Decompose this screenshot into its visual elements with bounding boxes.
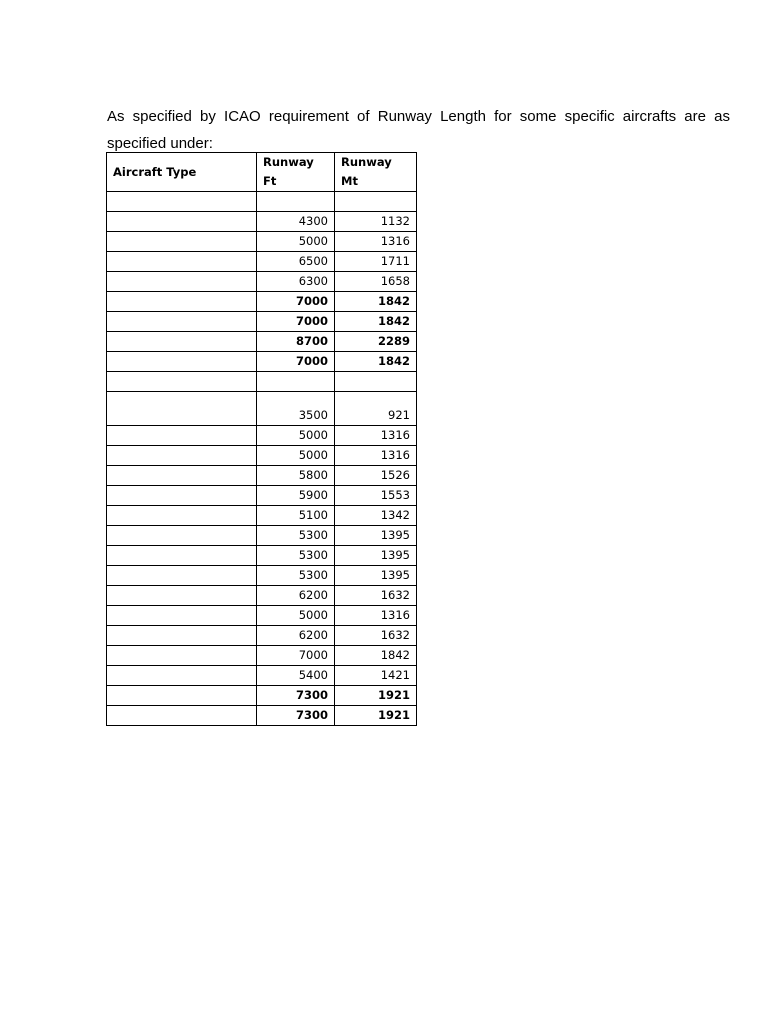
table-row	[107, 252, 417, 272]
table-row	[107, 212, 417, 232]
header-runway-ft: Runway Ft	[257, 153, 335, 192]
table-row	[107, 486, 417, 506]
aircraft-type-cell	[107, 466, 257, 486]
table-row	[107, 352, 417, 372]
runway-mt-cell: 1342	[335, 506, 417, 526]
table-row	[107, 372, 417, 392]
table-row	[107, 526, 417, 546]
aircraft-type-cell	[107, 546, 257, 566]
table-row	[107, 706, 417, 726]
header-aircraft-type: Aircraft Type	[107, 153, 257, 192]
runway-ft-cell: 7000	[257, 292, 335, 312]
runway-mt-cell: 1711	[335, 252, 417, 272]
table-row	[107, 626, 417, 646]
table-row	[107, 586, 417, 606]
runway-mt-cell: 1316	[335, 426, 417, 446]
table-row	[107, 506, 417, 526]
aircraft-type-cell	[107, 352, 257, 372]
aircraft-type-cell	[107, 486, 257, 506]
aircraft-type-cell	[107, 526, 257, 546]
aircraft-type-cell	[107, 666, 257, 686]
aircraft-type-cell	[107, 706, 257, 726]
table-row	[107, 666, 417, 686]
table-header-row	[107, 153, 417, 192]
runway-ft-cell: 5000	[257, 446, 335, 466]
runway-mt-cell: 1395	[335, 526, 417, 546]
runway-ft-cell	[257, 372, 335, 392]
runway-ft-cell: 5900	[257, 486, 335, 506]
aircraft-type-cell	[107, 646, 257, 666]
runway-mt-cell: 1842	[335, 312, 417, 332]
table-row	[107, 606, 417, 626]
runway-ft-cell: 5000	[257, 232, 335, 252]
runway-ft-cell: 5300	[257, 526, 335, 546]
intro-paragraph: As specified by ICAO requirement of Runway Length for some specific aircrafts are as specified under:	[107, 108, 730, 152]
runway-ft-cell: 7000	[257, 312, 335, 332]
aircraft-type-cell	[107, 586, 257, 606]
aircraft-type-cell	[107, 212, 257, 232]
runway-mt-cell: 1842	[335, 352, 417, 372]
table-row	[107, 446, 417, 466]
aircraft-type-cell	[107, 292, 257, 312]
runway-ft-cell: 6200	[257, 626, 335, 646]
runway-ft-cell: 6200	[257, 586, 335, 606]
runway-ft-cell: 5000	[257, 426, 335, 446]
aircraft-type-cell	[107, 606, 257, 626]
runway-ft-cell: 5400	[257, 666, 335, 686]
runway-ft-cell: 5800	[257, 466, 335, 486]
aircraft-type-cell	[107, 446, 257, 466]
aircraft-type-cell	[107, 686, 257, 706]
runway-ft-cell: 5300	[257, 566, 335, 586]
aircraft-type-cell	[107, 392, 257, 426]
header-runway-mt: Runway Mt	[335, 153, 417, 192]
table-row	[107, 566, 417, 586]
runway-mt-cell: 1395	[335, 566, 417, 586]
runway-ft-cell: 6300	[257, 272, 335, 292]
runway-mt-cell: 1132	[335, 212, 417, 232]
table-row	[107, 466, 417, 486]
runway-ft-cell: 5000	[257, 606, 335, 626]
table-row	[107, 392, 417, 426]
runway-mt-cell: 1658	[335, 272, 417, 292]
runway-ft-cell: 7300	[257, 706, 335, 726]
runway-ft-cell	[257, 192, 335, 212]
runway-ft-cell: 5100	[257, 506, 335, 526]
runway-mt-cell: 1632	[335, 626, 417, 646]
aircraft-type-cell	[107, 372, 257, 392]
runway-mt-cell: 1842	[335, 646, 417, 666]
aircraft-type-cell	[107, 252, 257, 272]
runway-mt-cell	[335, 192, 417, 212]
runway-mt-cell: 1316	[335, 446, 417, 466]
runway-ft-cell: 6500	[257, 252, 335, 272]
runway-mt-cell: 1395	[335, 546, 417, 566]
runway-ft-cell: 4300	[257, 212, 335, 232]
runway-mt-cell: 1553	[335, 486, 417, 506]
table-row	[107, 312, 417, 332]
aircraft-type-cell	[107, 312, 257, 332]
table-row	[107, 332, 417, 352]
table-row	[107, 192, 417, 212]
table-body	[107, 192, 417, 726]
runway-mt-cell: 1526	[335, 466, 417, 486]
table-row	[107, 546, 417, 566]
runway-ft-cell: 7300	[257, 686, 335, 706]
runway-mt-cell: 1421	[335, 666, 417, 686]
runway-mt-cell: 921	[335, 392, 417, 426]
runway-mt-cell: 2289	[335, 332, 417, 352]
runway-mt-cell: 1316	[335, 232, 417, 252]
runway-ft-cell: 8700	[257, 332, 335, 352]
aircraft-type-cell	[107, 332, 257, 352]
table-row	[107, 292, 417, 312]
runway-mt-cell: 1921	[335, 706, 417, 726]
table-row	[107, 686, 417, 706]
aircraft-type-cell	[107, 626, 257, 646]
aircraft-type-cell	[107, 426, 257, 446]
table-row	[107, 646, 417, 666]
runway-mt-cell: 1632	[335, 586, 417, 606]
runway-ft-cell: 5300	[257, 546, 335, 566]
runway-mt-cell: 1842	[335, 292, 417, 312]
runway-ft-cell: 7000	[257, 352, 335, 372]
aircraft-type-cell	[107, 272, 257, 292]
runway-ft-cell: 3500	[257, 392, 335, 426]
aircraft-type-cell	[107, 232, 257, 252]
runway-mt-cell	[335, 372, 417, 392]
runway-mt-cell: 1316	[335, 606, 417, 626]
table-row	[107, 272, 417, 292]
table-row	[107, 426, 417, 446]
aircraft-type-cell	[107, 506, 257, 526]
table-row	[107, 232, 417, 252]
aircraft-type-cell	[107, 192, 257, 212]
runway-ft-cell: 7000	[257, 646, 335, 666]
runway-mt-cell: 1921	[335, 686, 417, 706]
runway-length-table	[106, 152, 417, 726]
aircraft-type-cell	[107, 566, 257, 586]
